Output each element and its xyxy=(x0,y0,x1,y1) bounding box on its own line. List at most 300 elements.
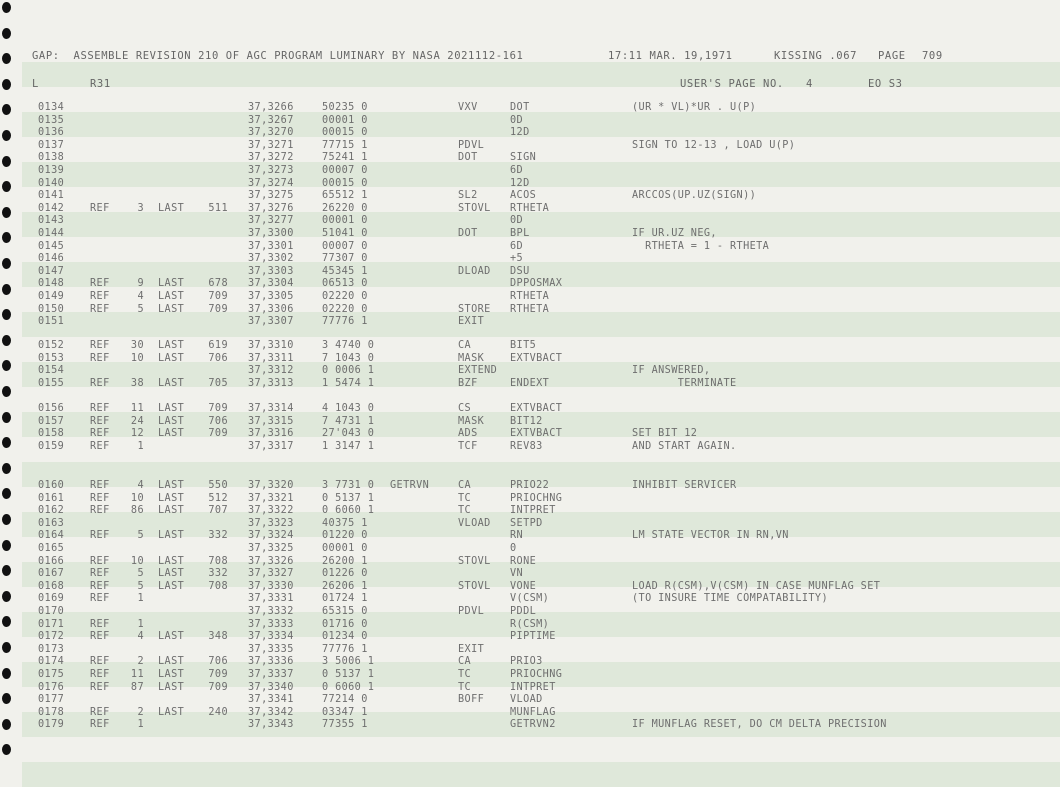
cell-lastn: 706 xyxy=(208,352,228,364)
listing-row xyxy=(22,719,1060,732)
cell-addr: 37,3267 xyxy=(248,114,294,126)
green-band xyxy=(22,762,1060,787)
cell-addr: 37,3320 xyxy=(248,480,294,491)
listing-row xyxy=(22,518,1060,531)
cell-last: LAST xyxy=(158,352,185,364)
listing-row xyxy=(22,378,1060,391)
cell-arg: DOT xyxy=(510,102,530,113)
listing-row xyxy=(22,441,1060,454)
cell-addr: 37,3276 xyxy=(248,202,294,214)
cell-arg: REV83 xyxy=(510,440,543,452)
cell-ref: REF xyxy=(90,568,110,580)
cell-line: 0148 xyxy=(38,278,65,290)
cell-cmt: (TO INSURE TIME COMPATABILITY) xyxy=(632,593,829,605)
cell-addr: 37,3322 xyxy=(248,505,294,517)
feed-hole xyxy=(2,104,11,115)
cell-ref: REF xyxy=(90,593,110,605)
cell-arg: 12D xyxy=(510,177,530,189)
cell-line: 0142 xyxy=(38,202,65,214)
cell-arg: RTHETA xyxy=(510,202,550,214)
feed-hole xyxy=(2,540,11,551)
cell-code: 1 5474 1 xyxy=(322,377,375,389)
cell-last: LAST xyxy=(158,706,185,718)
cell-line: 0156 xyxy=(38,403,65,414)
listing-row xyxy=(22,140,1060,153)
cell-line: 0169 xyxy=(38,593,65,605)
cell-addr: 37,3321 xyxy=(248,492,294,504)
cell-code: 00001 0 xyxy=(322,543,368,554)
cell-last: LAST xyxy=(158,669,185,680)
listing-row xyxy=(22,127,1060,140)
cell-cmt: IF UR.UZ NEG, xyxy=(632,228,717,239)
cell-code: 7 4731 1 xyxy=(322,415,375,427)
eo-label: EO S3 xyxy=(868,78,903,90)
cell-lastn: 708 xyxy=(208,555,228,567)
cell-arg: INTPRET xyxy=(510,505,556,517)
cell-refn: 38 xyxy=(130,377,144,389)
feed-hole xyxy=(2,53,11,64)
cell-line: 0136 xyxy=(38,127,65,139)
cell-last: LAST xyxy=(158,428,185,440)
tractor-feed-holes xyxy=(0,0,22,768)
cell-arg: PRIO3 xyxy=(510,656,543,668)
listing-row xyxy=(22,215,1060,228)
cell-addr: 37,3307 xyxy=(248,316,294,328)
listing-row xyxy=(22,644,1060,657)
feed-hole xyxy=(2,642,11,653)
cell-op: CA xyxy=(458,480,472,491)
cell-addr: 37,3311 xyxy=(248,352,294,364)
cell-arg: EXTVBACT xyxy=(510,352,563,364)
cell-op: CA xyxy=(458,340,472,351)
feed-hole xyxy=(2,335,11,346)
cell-line: 0177 xyxy=(38,694,65,706)
cell-last: LAST xyxy=(158,303,185,315)
cell-op: EXIT xyxy=(458,316,485,328)
cell-addr: 37,3336 xyxy=(248,656,294,668)
cell-lastn: 678 xyxy=(208,278,228,290)
feed-hole xyxy=(2,156,11,167)
cell-lastn: 709 xyxy=(208,403,228,414)
cell-code: 00001 0 xyxy=(322,215,368,227)
cell-line: 0154 xyxy=(38,365,65,377)
cell-line: 0149 xyxy=(38,291,65,302)
cell-arg: 6D xyxy=(510,240,524,252)
cell-addr: 37,3316 xyxy=(248,428,294,440)
cell-code: 01724 1 xyxy=(322,593,368,605)
cell-refn: 10 xyxy=(130,492,144,504)
listing-row xyxy=(22,152,1060,165)
cell-cmt: RTHETA = 1 - RTHETA xyxy=(632,240,770,252)
cell-line: 0134 xyxy=(38,102,65,113)
feed-hole xyxy=(2,488,11,499)
timestamp: 17:11 MAR. 19,1971 xyxy=(608,50,733,62)
cell-addr: 37,3303 xyxy=(248,265,294,277)
cell-op: DOT xyxy=(458,152,478,164)
cell-line: 0139 xyxy=(38,165,65,176)
cell-arg: V(CSM) xyxy=(510,593,550,605)
cell-cmt: AND START AGAIN. xyxy=(632,440,737,452)
cell-addr: 37,3333 xyxy=(248,618,294,630)
cell-ref: REF xyxy=(90,505,110,517)
cell-ref: REF xyxy=(90,719,110,731)
cell-addr: 37,3340 xyxy=(248,681,294,693)
feed-hole xyxy=(2,693,11,704)
cell-ref: REF xyxy=(90,492,110,504)
listing-row xyxy=(22,505,1060,518)
cell-line: 0140 xyxy=(38,177,65,189)
cell-cmt: IF ANSWERED, xyxy=(632,365,711,377)
cell-arg: EXTVBACT xyxy=(510,403,563,414)
cell-addr: 37,3314 xyxy=(248,403,294,414)
cell-cmt: TERMINATE xyxy=(632,377,737,389)
cell-cmt: LOAD R(CSM),V(CSM) IN CASE MUNFLAG SET xyxy=(632,580,881,592)
cell-arg: RONE xyxy=(510,555,537,567)
feed-hole xyxy=(2,591,11,602)
cell-op: TC xyxy=(458,669,472,680)
cell-line: 0147 xyxy=(38,265,65,277)
cell-arg: ENDEXT xyxy=(510,377,550,389)
listing-row xyxy=(22,619,1060,632)
listing-row xyxy=(22,353,1060,366)
listing-row xyxy=(22,593,1060,606)
cell-addr: 37,3342 xyxy=(248,706,294,718)
cell-code: 77776 1 xyxy=(322,316,368,328)
cell-op: MASK xyxy=(458,352,485,364)
cell-op: SL2 xyxy=(458,190,478,202)
cell-last: LAST xyxy=(158,202,185,214)
cell-line: 0137 xyxy=(38,139,65,151)
cell-lastn: 348 xyxy=(208,631,228,643)
l-marker: L xyxy=(32,78,39,90)
cell-addr: 37,3277 xyxy=(248,215,294,227)
feed-hole xyxy=(2,514,11,525)
cell-code: 01220 0 xyxy=(322,530,368,542)
cell-ref: REF xyxy=(90,202,110,214)
cell-addr: 37,3330 xyxy=(248,580,294,592)
cell-line: 0178 xyxy=(38,706,65,718)
cell-code: 26200 1 xyxy=(322,555,368,567)
cell-arg: BIT12 xyxy=(510,415,543,427)
cell-addr: 37,3343 xyxy=(248,719,294,731)
cell-refn: 11 xyxy=(130,669,144,680)
cell-arg: DSU xyxy=(510,265,530,277)
cell-last: LAST xyxy=(158,555,185,567)
cell-refn: 11 xyxy=(130,403,144,414)
cell-addr: 37,3326 xyxy=(248,555,294,567)
cell-addr: 37,3323 xyxy=(248,517,294,529)
cell-last: LAST xyxy=(158,278,185,290)
cell-code: 02220 0 xyxy=(322,303,368,315)
cell-arg: INTPRET xyxy=(510,681,556,693)
cell-code: 0 0006 1 xyxy=(322,365,375,377)
cell-addr: 37,3334 xyxy=(248,631,294,643)
cell-arg: VONE xyxy=(510,580,537,592)
cell-arg: DPPOSMAX xyxy=(510,278,563,290)
cell-ref: REF xyxy=(90,403,110,414)
cell-code: 77214 0 xyxy=(322,694,368,706)
cell-op: DOT xyxy=(458,228,478,239)
cell-code: 0 5137 1 xyxy=(322,492,375,504)
cell-addr: 37,3300 xyxy=(248,228,294,239)
page-number: 709 xyxy=(922,50,943,62)
cell-ref: REF xyxy=(90,618,110,630)
listing-row xyxy=(22,102,1060,115)
listing-row xyxy=(22,581,1060,594)
cell-code: 0 6060 1 xyxy=(322,681,375,693)
cell-refn: 4 xyxy=(137,480,144,491)
cell-line: 0153 xyxy=(38,352,65,364)
cell-line: 0174 xyxy=(38,656,65,668)
cell-arg: PRIOCHNG xyxy=(510,669,563,680)
cell-op: CA xyxy=(458,656,472,668)
cell-ref: REF xyxy=(90,530,110,542)
cell-op: CS xyxy=(458,403,472,414)
cell-line: 0165 xyxy=(38,543,65,554)
listing-row xyxy=(22,291,1060,304)
listing-row xyxy=(22,316,1060,329)
cell-lastn: 709 xyxy=(208,291,228,302)
listing-row xyxy=(22,606,1060,619)
cell-arg: PIPTIME xyxy=(510,631,556,643)
cell-line: 0163 xyxy=(38,517,65,529)
cell-op: MASK xyxy=(458,415,485,427)
listing-row xyxy=(22,530,1060,543)
cell-cmt: SET BIT 12 xyxy=(632,428,698,440)
cell-refn: 2 xyxy=(137,706,144,718)
cell-refn: 5 xyxy=(137,568,144,580)
cell-op: BOFF xyxy=(458,694,485,706)
cell-lastn: 708 xyxy=(208,580,228,592)
cell-line: 0151 xyxy=(38,316,65,328)
cell-line: 0152 xyxy=(38,340,65,351)
listing-row xyxy=(22,493,1060,506)
cell-addr: 37,3310 xyxy=(248,340,294,351)
feed-hole xyxy=(2,412,11,423)
listing-row xyxy=(22,365,1060,378)
cell-addr: 37,3327 xyxy=(248,568,294,580)
cell-arg: PRIO22 xyxy=(510,480,550,491)
cell-refn: 4 xyxy=(137,631,144,643)
cell-op: TC xyxy=(458,681,472,693)
cell-arg: 12D xyxy=(510,127,530,139)
cell-ref: REF xyxy=(90,340,110,351)
listing-row xyxy=(22,543,1060,556)
listing-row xyxy=(22,278,1060,291)
cell-arg: SIGN xyxy=(510,152,537,164)
listing-row xyxy=(22,115,1060,128)
cell-code: 45345 1 xyxy=(322,265,368,277)
cell-ref: REF xyxy=(90,480,110,491)
cell-last: LAST xyxy=(158,631,185,643)
cell-code: 77715 1 xyxy=(322,139,368,151)
cell-line: 0144 xyxy=(38,228,65,239)
cell-addr: 37,3271 xyxy=(248,139,294,151)
cell-lastn: 707 xyxy=(208,505,228,517)
cell-line: 0155 xyxy=(38,377,65,389)
cell-code: 51041 0 xyxy=(322,228,368,239)
cell-refn: 1 xyxy=(137,618,144,630)
cell-line: 0161 xyxy=(38,492,65,504)
cell-lastn: 706 xyxy=(208,656,228,668)
cell-code: 01716 0 xyxy=(322,618,368,630)
cell-addr: 37,3275 xyxy=(248,190,294,202)
cell-addr: 37,3335 xyxy=(248,643,294,655)
cell-code: 26206 1 xyxy=(322,580,368,592)
cell-addr: 37,3272 xyxy=(248,152,294,164)
cell-refn: 5 xyxy=(137,530,144,542)
cell-addr: 37,3274 xyxy=(248,177,294,189)
cell-refn: 1 xyxy=(137,440,144,452)
listing-row xyxy=(22,707,1060,720)
cell-line: 0158 xyxy=(38,428,65,440)
cell-addr: 37,3266 xyxy=(248,102,294,113)
cell-code: 4 1043 0 xyxy=(322,403,375,414)
cell-code: 7 1043 0 xyxy=(322,352,375,364)
cell-addr: 37,3304 xyxy=(248,278,294,290)
cell-line: 0159 xyxy=(38,440,65,452)
cell-op: ADS xyxy=(458,428,478,440)
listing-row xyxy=(22,631,1060,644)
users-page-label: USER'S PAGE NO. xyxy=(680,78,784,90)
listing-row xyxy=(22,190,1060,203)
cell-last: LAST xyxy=(158,403,185,414)
cell-op: TCF xyxy=(458,440,478,452)
cell-arg: RTHETA xyxy=(510,303,550,315)
cell-line: 0143 xyxy=(38,215,65,227)
cell-addr: 37,3313 xyxy=(248,377,294,389)
cell-last: LAST xyxy=(158,530,185,542)
listing-row xyxy=(22,556,1060,569)
cell-addr: 37,3317 xyxy=(248,440,294,452)
cell-line: 0157 xyxy=(38,415,65,427)
cell-addr: 37,3301 xyxy=(248,240,294,252)
green-band xyxy=(22,62,1060,87)
cell-arg: 6D xyxy=(510,165,524,176)
cell-ref: REF xyxy=(90,669,110,680)
cell-code: 01226 0 xyxy=(322,568,368,580)
feed-hole xyxy=(2,309,11,320)
cell-op: PDVL xyxy=(458,606,485,617)
cell-refn: 30 xyxy=(130,340,144,351)
cell-lastn: 550 xyxy=(208,480,228,491)
cell-addr: 37,3324 xyxy=(248,530,294,542)
cell-addr: 37,3331 xyxy=(248,593,294,605)
cell-last: LAST xyxy=(158,415,185,427)
cell-op: STORE xyxy=(458,303,491,315)
cell-addr: 37,3325 xyxy=(248,543,294,554)
cell-cmt: INHIBIT SERVICER xyxy=(632,480,737,491)
cell-code: 03347 1 xyxy=(322,706,368,718)
cell-arg: ACOS xyxy=(510,190,537,202)
cell-line: 0166 xyxy=(38,555,65,567)
cell-code: 77307 0 xyxy=(322,253,368,265)
cell-line: 0167 xyxy=(38,568,65,580)
cell-ref: REF xyxy=(90,278,110,290)
cell-addr: 37,3306 xyxy=(248,303,294,315)
cell-line: 0176 xyxy=(38,681,65,693)
cell-lastn: 709 xyxy=(208,681,228,693)
listing-row xyxy=(22,203,1060,216)
cell-last: LAST xyxy=(158,291,185,302)
feed-hole xyxy=(2,130,11,141)
feed-hole xyxy=(2,79,11,90)
cell-ref: REF xyxy=(90,415,110,427)
cell-addr: 37,3332 xyxy=(248,606,294,617)
cell-arg: +5 xyxy=(510,253,524,265)
cell-addr: 37,3270 xyxy=(248,127,294,139)
cell-refn: 9 xyxy=(137,278,144,290)
cell-ref: REF xyxy=(90,291,110,302)
cell-op: PDVL xyxy=(458,139,485,151)
cell-last: LAST xyxy=(158,580,185,592)
cell-code: 0 6060 1 xyxy=(322,505,375,517)
cell-arg: 0D xyxy=(510,215,524,227)
listing-row xyxy=(22,682,1060,695)
cell-lastn: 709 xyxy=(208,303,228,315)
listing-row xyxy=(22,669,1060,682)
cell-op: STOVL xyxy=(458,202,491,214)
cell-arg: SETPD xyxy=(510,517,543,529)
cell-ref: REF xyxy=(90,656,110,668)
cell-refn: 10 xyxy=(130,352,144,364)
feed-hole xyxy=(2,719,11,730)
cell-code: 06513 0 xyxy=(322,278,368,290)
feed-hole xyxy=(2,616,11,627)
cell-lastn: 619 xyxy=(208,340,228,351)
cell-line: 0172 xyxy=(38,631,65,643)
cell-arg: BIT5 xyxy=(510,340,537,351)
cell-refn: 12 xyxy=(130,428,144,440)
cell-arg: EXTVBACT xyxy=(510,428,563,440)
cell-cmt: ARCCOS(UP.UZ(SIGN)) xyxy=(632,190,757,202)
cell-line: 0175 xyxy=(38,669,65,680)
users-page-number: 4 xyxy=(806,78,813,90)
cell-code: 77355 1 xyxy=(322,719,368,731)
cell-line: 0138 xyxy=(38,152,65,164)
cell-ref: REF xyxy=(90,352,110,364)
cell-refn: 5 xyxy=(137,303,144,315)
cell-refn: 4 xyxy=(137,291,144,302)
cell-ref: REF xyxy=(90,580,110,592)
cell-code: 00007 0 xyxy=(322,165,368,176)
routine-label: R31 xyxy=(90,78,111,90)
cell-op: TC xyxy=(458,492,472,504)
feed-hole xyxy=(2,232,11,243)
cell-code: 40375 1 xyxy=(322,517,368,529)
cell-lastn: 706 xyxy=(208,415,228,427)
cell-lastn: 240 xyxy=(208,706,228,718)
feed-hole xyxy=(2,181,11,192)
cell-arg: MUNFLAG xyxy=(510,706,556,718)
listing-row xyxy=(22,694,1060,707)
cell-arg: RTHETA xyxy=(510,291,550,302)
listing-row xyxy=(22,165,1060,178)
cell-last: LAST xyxy=(158,340,185,351)
cell-op: TC xyxy=(458,505,472,517)
cell-op: DLOAD xyxy=(458,265,491,277)
cell-lastn: 332 xyxy=(208,568,228,580)
cell-addr: 37,3302 xyxy=(248,253,294,265)
listing-row xyxy=(22,266,1060,279)
cell-code: 00015 0 xyxy=(322,127,368,139)
feed-hole xyxy=(2,437,11,448)
feed-hole xyxy=(2,2,11,13)
cell-line: 0160 xyxy=(38,480,65,491)
listing-row xyxy=(22,253,1060,266)
cell-refn: 2 xyxy=(137,656,144,668)
cell-arg: GETRVN2 xyxy=(510,719,556,731)
